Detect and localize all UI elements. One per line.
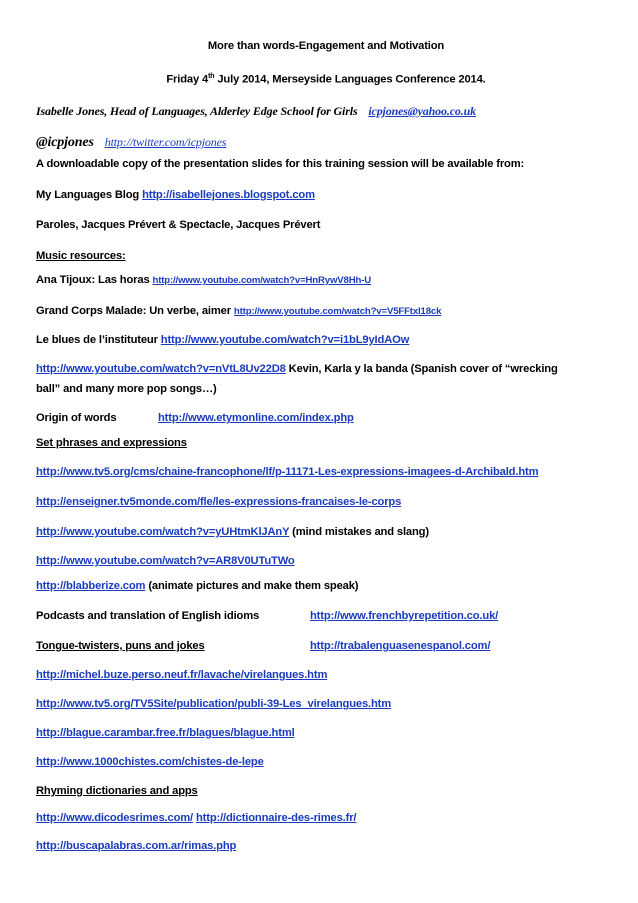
tongue-link[interactable]: http://www.tv5.org/TV5Site/publication/publi-39-Les_virelangues.htm	[36, 698, 392, 710]
kevin-line	[36, 363, 558, 375]
music-heading: Music resources:	[36, 250, 126, 262]
twitter-handle: @icpjones	[36, 135, 94, 150]
music-label: Grand Corps Malade: Un verbe, aimer	[36, 305, 234, 317]
podcasts-link[interactable]: http://www.frenchbyrepetition.co.uk/	[310, 610, 499, 622]
set-phrases-heading: Set phrases and expressions	[36, 437, 187, 449]
music-item	[36, 305, 441, 317]
tongue-item	[36, 727, 295, 739]
rhyme-link[interactable]: http://dictionnaire-des-rimes.fr/	[195, 812, 357, 824]
set-phrase-item	[36, 526, 429, 538]
music-item	[36, 274, 371, 286]
set-phrase-link[interactable]: http://blabberize.com	[36, 580, 146, 592]
tongue-item	[36, 756, 264, 768]
music-label: Ana Tijoux: Las horas	[36, 274, 153, 286]
tongue-link[interactable]: http://www.1000chistes.com/chistes-de-lepe	[36, 756, 264, 768]
rhyme-link[interactable]: http://buscapalabras.com.ar/rimas.php	[36, 840, 237, 852]
books-line: Paroles, Jacques Prévert & Spectacle, Jacques Prévert	[36, 219, 321, 231]
blog-link[interactable]: http://isabellejones.blogspot.com	[142, 189, 315, 201]
set-phrase-link[interactable]: http://enseigner.tv5monde.com/fle/les-expressions-francaises-le-corps	[36, 496, 402, 508]
set-phrase-item	[36, 466, 538, 478]
set-phrase-note: (animate pictures and make them speak)	[145, 580, 359, 592]
origin-link-wrap	[158, 412, 354, 424]
set-phrase-link[interactable]: http://www.tv5.org/cms/chaine-francophone/lf/p-11171-Les-expressions-imagees-d-Archibald.htm	[36, 466, 539, 478]
author-text: Isabelle Jones, Head of Languages, Alderley Edge School for Girls	[36, 104, 358, 118]
tongue-twisters-link[interactable]: http://trabalenguasenespanol.com/	[310, 640, 491, 652]
podcasts-label: Podcasts and translation of English idioms	[36, 610, 260, 622]
author-line	[36, 104, 476, 119]
tongue-link-wrap	[310, 640, 490, 652]
document-title: More than words-Engagement and Motivation	[207, 40, 445, 52]
set-phrase-item	[36, 555, 295, 567]
kevin-link[interactable]: http://www.youtube.com/watch?v=nVtL8Uv22D8	[36, 363, 286, 375]
origin-link[interactable]: http://www.etymonline.com/index.php	[158, 412, 354, 424]
set-phrase-item	[36, 496, 401, 508]
tongue-item	[36, 669, 327, 681]
date-rest: July 2014, Merseyside Languages Conference 2014.	[214, 73, 486, 86]
rhyming-heading: Rhyming dictionaries and apps	[36, 785, 198, 797]
music-item	[36, 334, 409, 346]
twitter-link[interactable]: http://twitter.com/icpjones	[104, 135, 227, 149]
kevin-line-continued: ball” and many more pop songs…)	[36, 383, 217, 395]
twitter-line	[36, 135, 226, 151]
set-phrase-note: (mind mistakes and slang)	[289, 526, 429, 538]
conference-line	[36, 73, 616, 86]
date-suffix: th	[208, 73, 215, 80]
origin-label: Origin of words	[36, 412, 117, 424]
set-phrase-item	[36, 580, 358, 592]
set-phrase-link[interactable]: http://www.youtube.com/watch?v=AR8V0UTuTWo	[36, 555, 295, 567]
podcasts-link-wrap	[310, 610, 498, 622]
music-label: Le blues de l’instituteur	[36, 334, 161, 346]
tongue-link[interactable]: http://michel.buze.perso.neuf.fr/lavache/virelangues.htm	[36, 669, 328, 681]
music-link[interactable]: http://www.youtube.com/watch?v=V5FFtxl18ck	[233, 306, 442, 317]
music-link[interactable]: http://www.youtube.com/watch?v=HnRywV8Hh-U	[152, 275, 372, 286]
set-phrase-link[interactable]: http://www.youtube.com/watch?v=yUHtmKlJAnY	[36, 526, 290, 538]
music-link[interactable]: http://www.youtube.com/watch?v=i1bL9yIdAOw	[160, 334, 410, 346]
tongue-item	[36, 698, 391, 710]
kevin-text: Kevin, Karla y la banda (Spanish cover of “wrecking	[285, 363, 558, 375]
blog-line	[36, 189, 315, 201]
tongue-link[interactable]: http://blague.carambar.free.fr/blagues/blague.html	[36, 727, 295, 739]
origin-line	[36, 412, 116, 424]
date-prefix: Friday 4	[166, 73, 209, 86]
rhyme-link[interactable]: http://www.dicodesrimes.com/	[36, 812, 194, 824]
blog-label: My Languages Blog	[36, 189, 143, 201]
rhyme-item	[36, 812, 356, 824]
email-link[interactable]: icpjones@yahoo.co.uk	[368, 104, 476, 118]
rhyme-item	[36, 840, 236, 852]
tongue-twisters-label: Tongue-twisters, puns and jokes	[36, 640, 205, 652]
intro-text: A downloadable copy of the presentation slides for this training session will be available from:	[36, 158, 525, 170]
